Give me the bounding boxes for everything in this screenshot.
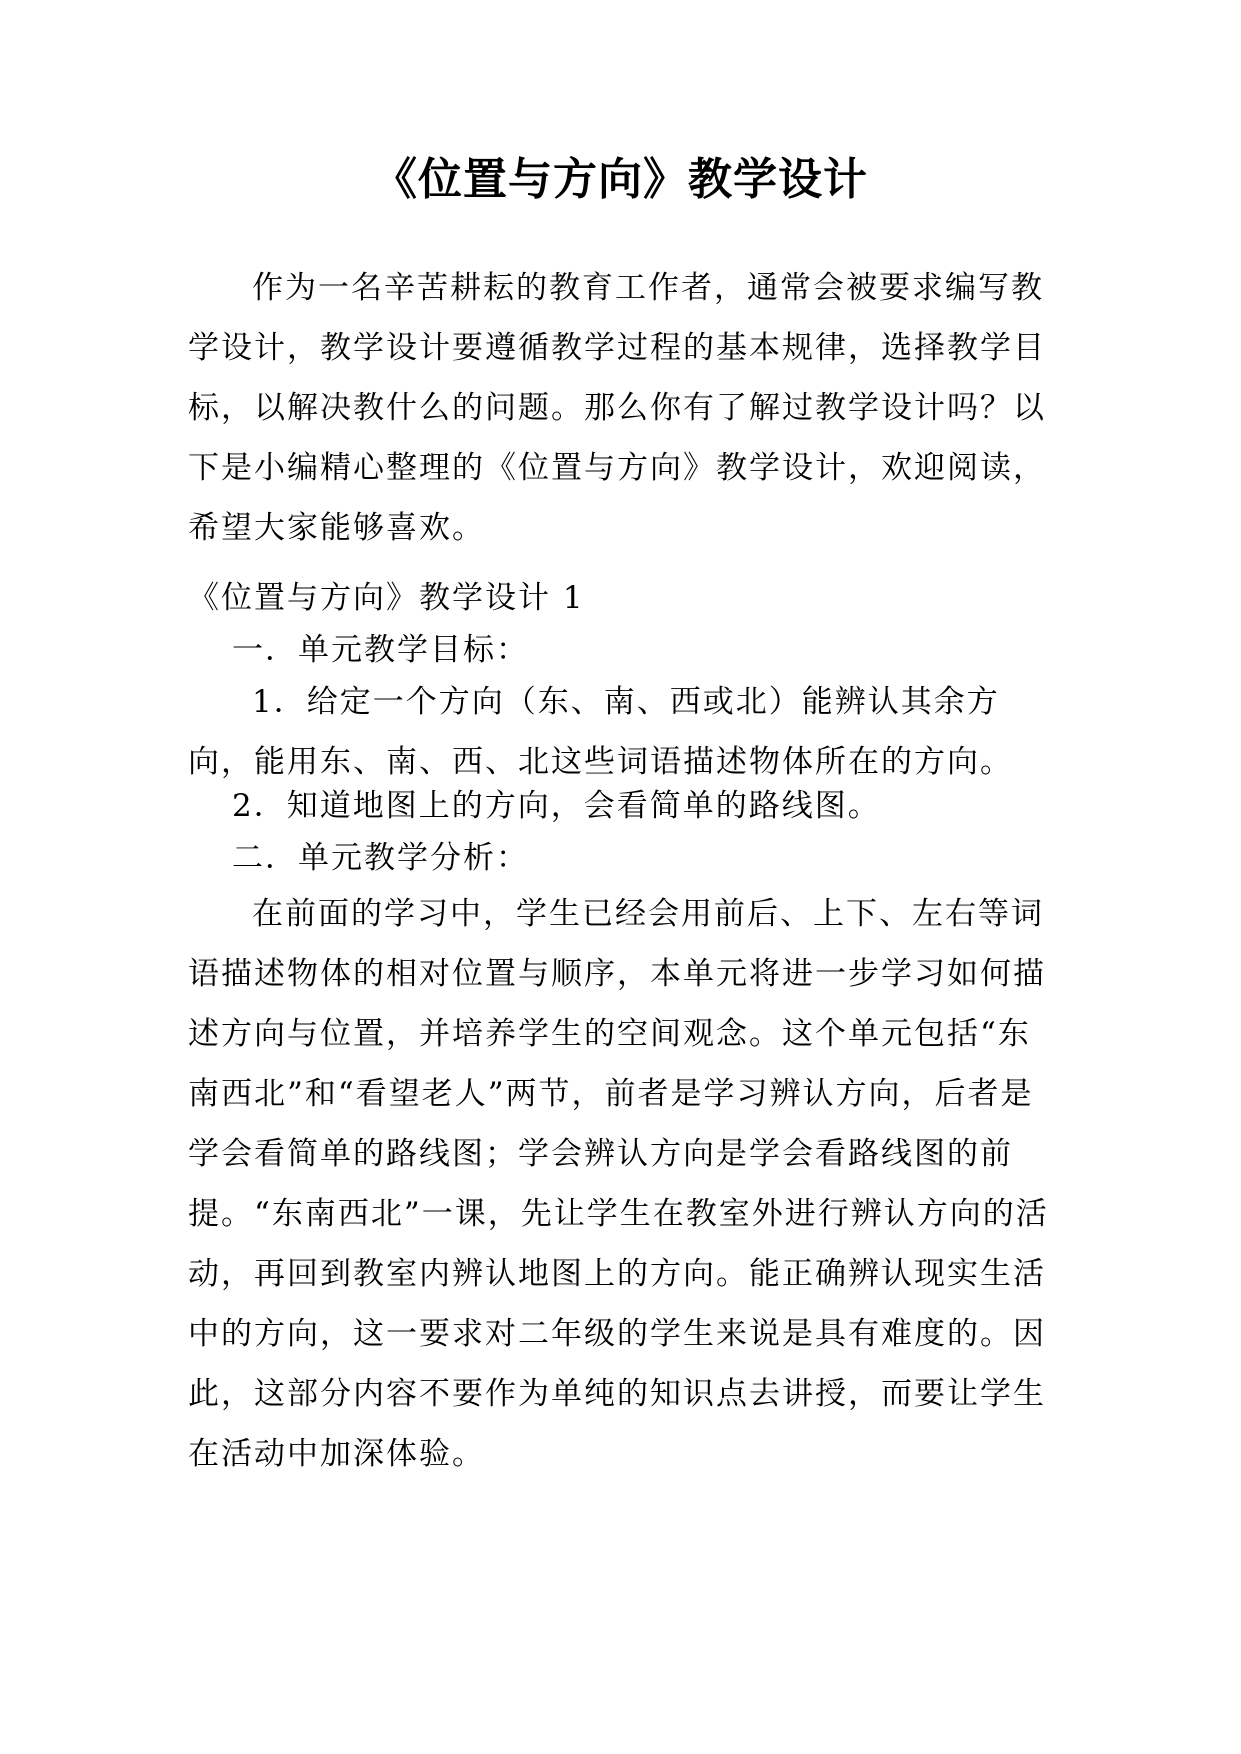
goal-item-1: 1．给定一个方向（东、南、西或北）能辨认其余方向，能用东、南、西、北这些词语描述物体所在的方向。 bbox=[188, 684, 1013, 780]
goal-heading: 一．单元教学目标： bbox=[232, 632, 529, 668]
intro-paragraph: 作为一名辛苦耕耘的教育工作者，通常会被要求编写教学设计，教学设计要遵循教学过程的基本规律，选择教学目标，以解决教什么的问题。那么你有了解过教学设计吗？以下是小编精心整理的《位置与方向》教学设计，欢迎阅读，希望大家能够喜欢。 bbox=[188, 270, 1046, 546]
analysis-paragraph: 在前面的学习中，学生已经会用前后、上下、左右等词语描述物体的相对位置与顺序，本单元将进一步学习如何描述方向与位置，并培养学生的空间观念。这个单元包括“东南西北”和“看望老人”两节，前者是学习辨认方向，后者是学会看简单的路线图；学会辨认方向是学会看路线图的前提。“东南西北”一课，先让学生在教室外进行辨认方向的活动，再回到教室内辨认地图上的方向。能正确辨认现实生活中的方向，这一要求对二年级的学生来说是具有难度的。因此，这部分内容不要作为单纯的知识点去讲授，而要让学生在活动中加深体验。 bbox=[188, 896, 1049, 1472]
goal-item-2: 2．知道地图上的方向，会看简单的路线图。 bbox=[232, 788, 881, 824]
analysis-heading: 二．单元教学分析： bbox=[232, 840, 529, 876]
document-title: 《位置与方向》教学设计 bbox=[373, 154, 868, 205]
section-heading: 《位置与方向》教学设计 1 bbox=[188, 580, 585, 616]
